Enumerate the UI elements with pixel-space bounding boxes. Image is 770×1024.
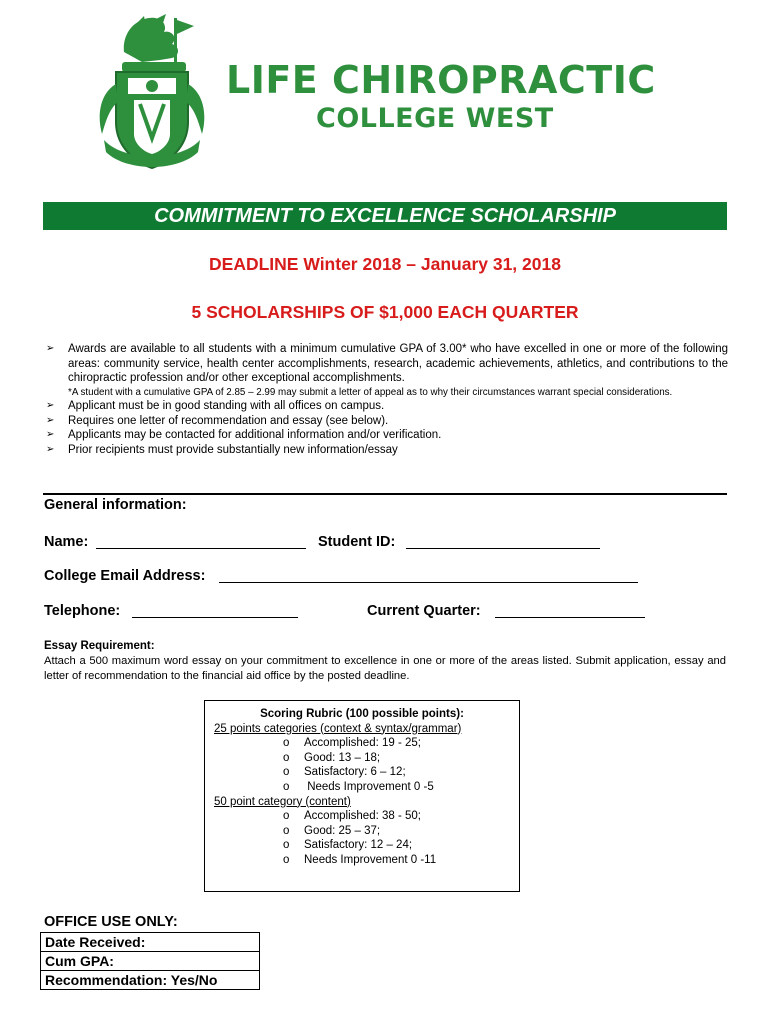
arrow-bullet-icon: ➢	[46, 414, 55, 426]
list-item-text: Good: 25 – 37;	[304, 824, 381, 837]
list-item-text: Awards are available to all students with a minimum cumulative GPA of 3.00* who have excelled in one or more of the following areas: community service, health center accomplishments, research, academic achievements, athletics, and contributions to the chiropractic profession and/or other exceptional accomplishments.	[68, 343, 728, 385]
list-item-text: Applicant must be in good standing with all offices on campus.	[68, 400, 385, 413]
table-row	[41, 971, 260, 990]
circle-bullet-icon: o	[283, 766, 290, 779]
table-cell: Cum GPA:	[41, 952, 260, 971]
list-item-text: Good: 13 – 18;	[304, 751, 381, 764]
circle-bullet-icon: o	[283, 780, 290, 793]
list-item	[283, 824, 519, 839]
college-crest-icon	[94, 12, 210, 174]
student-id-field[interactable]	[406, 547, 600, 549]
arrow-bullet-icon: ➢	[46, 429, 55, 441]
rubric-title: Scoring Rubric (100 possible points):	[260, 708, 464, 720]
scoring-rubric-box	[204, 700, 520, 892]
college-name-line1: LIFE CHIROPRACTIC	[226, 58, 656, 102]
scholarship-title: COMMITMENT TO EXCELLENCE SCHOLARSHIP	[43, 202, 727, 230]
essay-requirement-heading: Essay Requirement:	[44, 640, 155, 652]
telephone-label: Telephone:	[44, 603, 121, 619]
circle-bullet-icon: o	[283, 810, 290, 823]
office-use-heading: OFFICE USE ONLY:	[44, 914, 178, 930]
deadline-text: DEADLINE Winter 2018 – January 31, 2018	[209, 254, 561, 274]
arrow-bullet-icon: ➢	[46, 443, 55, 455]
college-name	[226, 58, 656, 136]
telephone-field[interactable]	[132, 616, 298, 618]
list-item-text: Accomplished: 38 - 50;	[304, 810, 421, 823]
list-item	[46, 399, 728, 414]
list-item-text: Applicants may be contacted for additional information and/or verification.	[68, 429, 442, 442]
list-item-text: Needs Improvement 0 -5	[304, 780, 434, 793]
gpa-appeal-note: *A student with a cumulative GPA of 2.85 – 2.99 may submit a letter of appeal as to why their circumstances warrant special considerations.	[68, 386, 673, 398]
college-name-line2: COLLEGE WEST	[316, 103, 554, 134]
table-cell: Date Received:	[41, 933, 260, 952]
circle-bullet-icon: o	[283, 751, 290, 764]
circle-bullet-icon: o	[283, 839, 290, 852]
current-quarter-label: Current Quarter:	[367, 603, 481, 619]
arrow-bullet-icon: ➢	[46, 343, 55, 354]
list-item-text: Requires one letter of recommendation and essay (see below).	[68, 414, 389, 427]
table-row	[41, 933, 260, 952]
list-item	[46, 443, 728, 458]
list-item-text: Prior recipients must provide substantially new information/essay	[68, 443, 398, 456]
general-info-heading: General information:	[44, 497, 187, 513]
list-item	[46, 414, 728, 429]
list-item	[283, 780, 519, 795]
student-id-label: Student ID:	[318, 534, 396, 550]
circle-bullet-icon: o	[283, 824, 290, 837]
office-use-table	[40, 932, 260, 990]
list-item	[283, 751, 519, 766]
list-item	[283, 809, 519, 824]
rubric-category-1: 25 points categories (context & syntax/grammar)	[214, 722, 462, 735]
name-field[interactable]	[96, 547, 306, 549]
circle-bullet-icon: o	[283, 853, 290, 866]
list-item-text: Accomplished: 19 - 25;	[304, 737, 421, 750]
scholarship-amount: 5 SCHOLARSHIPS OF $1,000 EACH QUARTER	[191, 302, 579, 322]
email-label: College Email Address:	[44, 568, 206, 584]
email-field[interactable]	[219, 581, 638, 583]
circle-bullet-icon: o	[283, 737, 290, 750]
list-item	[283, 736, 519, 751]
list-item	[283, 853, 519, 868]
list-item	[283, 765, 519, 780]
name-label: Name:	[44, 534, 89, 550]
list-item	[46, 342, 728, 386]
eligibility-list	[46, 342, 728, 458]
essay-requirement-text: Attach a 500 maximum word essay on your commitment to excellence in one or more of the areas listed. Submit application, essay and letter of recommendation to the financial aid office by the posted deadline.	[44, 655, 726, 682]
list-item-text: Needs Improvement 0 -11	[304, 853, 437, 866]
section-divider	[43, 493, 727, 495]
table-cell: Recommendation: Yes/No	[41, 971, 260, 990]
list-item	[46, 428, 728, 443]
list-item	[283, 838, 519, 853]
table-row	[41, 952, 260, 971]
list-item-text: Satisfactory: 12 – 24;	[304, 839, 413, 852]
current-quarter-field[interactable]	[495, 616, 645, 618]
rubric-category-2: 50 point category (content)	[214, 795, 351, 808]
list-item-text: Satisfactory: 6 – 12;	[304, 766, 406, 779]
arrow-bullet-icon: ➢	[46, 400, 55, 412]
